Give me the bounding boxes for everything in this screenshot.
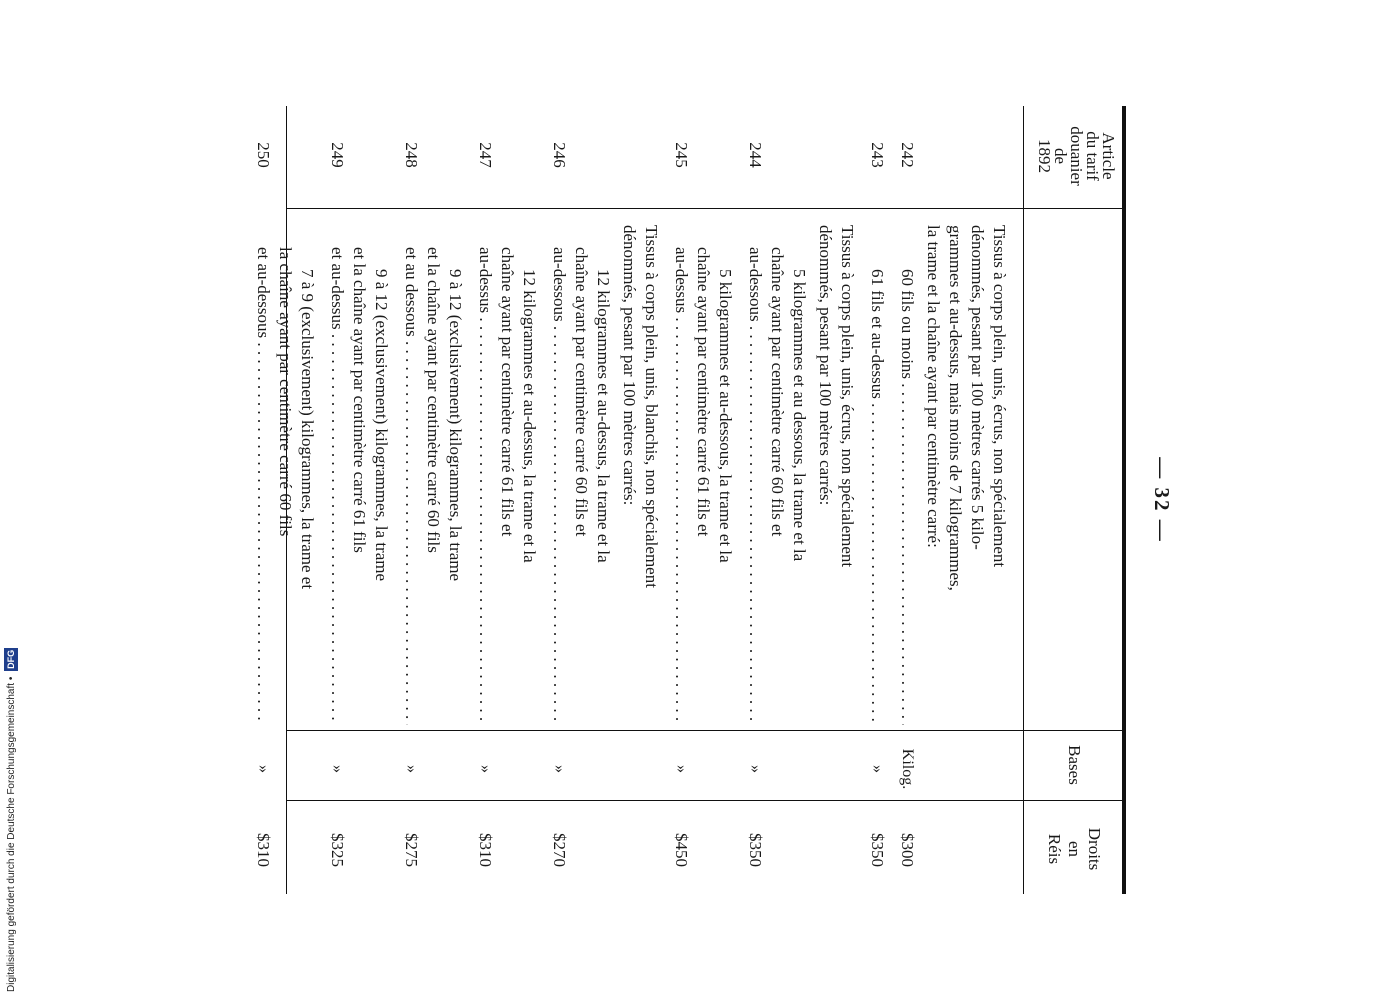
article-description [744, 225, 810, 725]
side-caption: Digitalisierung gefördert durch die Deutsche Forschungsgemeinschaft • DFG [6, 649, 17, 992]
description-line: 5 kilogrammes et au dessous, la trame et la [790, 269, 809, 562]
description-line: Tissus à corps plein, unis, écrus, non spécialement [838, 225, 857, 568]
column-divider-description [286, 730, 1126, 731]
description-line: et au-dessus . . . [326, 225, 348, 725]
description-line: Tissus à corps plein, unis, blanchis, non spécialement [642, 225, 661, 588]
base-unit: » [673, 765, 690, 773]
description-line: dénommés, pesant par 100 mètres carrés: [816, 225, 835, 506]
header-article-line: 1892 [1035, 139, 1054, 173]
header-bases: Bases [1065, 745, 1084, 785]
header-duties-line: Droits [1085, 827, 1104, 871]
description-line: au-dessous . . . [744, 225, 766, 725]
duty-amount: $270 [550, 833, 569, 867]
base-unit: » [255, 765, 272, 773]
description-line: au-dessus . . . [670, 225, 692, 725]
base-unit: » [329, 765, 346, 773]
article-number: 245 [672, 142, 691, 168]
article-description [866, 225, 888, 725]
table-top-rule [1122, 106, 1126, 894]
column-divider-bases [286, 800, 1126, 801]
duty-amount: $275 [402, 833, 421, 867]
duty-amount: $325 [328, 833, 347, 867]
description-line: 5 kilogrammes et au-dessous, la trame et la [716, 269, 735, 563]
base-unit: » [477, 765, 494, 773]
duty-amount: $450 [672, 833, 691, 867]
description-line: Tissus à corps plein, unis, écrus, non spécialement [990, 225, 1009, 568]
header-article-line: douanier [1067, 126, 1086, 186]
article-number: 243 [868, 142, 887, 168]
description-line: 7 à 9 (exclusivement) kilogrammes, la trame et [298, 269, 317, 590]
description-line: 12 kilogrammes et au-dessus, la trame et la [594, 269, 613, 563]
duty-amount: $350 [746, 833, 765, 867]
description-line: et au-dessous . . . [252, 225, 274, 725]
article-number: 242 [898, 142, 917, 168]
side-caption-text: Digitalisierung gefördert durch die Deutsche Forschungsgemeinschaft [6, 682, 17, 992]
duty-amount: $310 [476, 833, 495, 867]
article-number: 249 [328, 142, 347, 168]
description-line: chaîne ayant par centimètre carré 60 fils et [572, 247, 591, 537]
description-line: et au dessous . . . [400, 225, 422, 725]
header-article [1036, 110, 1116, 202]
description-line: chaîne ayant par centimètre carré 61 fils et [694, 247, 713, 537]
description-line: et la chaîne ayant par centimètre carré 60 fils [424, 247, 443, 553]
article-number: 244 [746, 142, 765, 168]
base-unit: » [403, 765, 420, 773]
description-line: chaîne ayant par centimètre carré 61 fils et [498, 247, 517, 537]
description-line: la chaîne ayant par centimètre carré 60 fils [276, 247, 295, 537]
article-description [474, 225, 540, 725]
description-line: et la chaîne ayant par centimètre carré 61 fils [350, 247, 369, 553]
article-number: 247 [476, 142, 495, 168]
article-description [896, 225, 918, 725]
article-description [326, 225, 392, 725]
article-number: 250 [254, 142, 273, 168]
article-description [814, 225, 858, 725]
header-duties-line: Réis [1045, 833, 1064, 865]
base-unit: » [747, 765, 764, 773]
article-description [618, 225, 662, 725]
duty-amount: $310 [254, 833, 273, 867]
base-unit: » [869, 765, 886, 773]
article-description [400, 225, 466, 725]
description-line: chaîne ayant par centimètre carré 60 fils et [768, 247, 787, 537]
description-line: 9 à 12 (exclusivement) kilogrammes, la trame [446, 269, 465, 582]
article-description [548, 225, 614, 725]
description-line: au-dessous . . . [548, 225, 570, 725]
page-number: — 32 — [1150, 457, 1174, 543]
column-divider-article [286, 208, 1126, 209]
header-article-line: Article [1099, 132, 1118, 180]
duty-amount: $300 [898, 833, 917, 867]
header-article-line: de [1051, 147, 1070, 165]
base-unit: Kilog. [899, 748, 916, 790]
header-duties-line: en [1065, 840, 1084, 858]
document-page [254, 100, 1180, 900]
description-line: 61 fils et au-dessus . . . [866, 225, 888, 725]
article-description [922, 225, 1010, 725]
base-unit: » [551, 765, 568, 773]
description-line: la trame et la chaîne ayant par centimètre carré: [924, 225, 943, 548]
article-description [670, 225, 736, 725]
dfg-logo: DFG [6, 649, 16, 669]
header-article-line: du tarif [1083, 131, 1102, 181]
description-line: grammes et au-dessus, mais moins de 7 kilogrammes, [946, 225, 965, 591]
description-line: dénommés, pesant par 100 mètres carrés: [620, 225, 639, 506]
description-line: 60 fils ou moins . . . [896, 225, 918, 725]
header-duties [1044, 804, 1104, 894]
duty-amount: $350 [868, 833, 887, 867]
description-line: 9 à 12 (exclusivement) kilogrammes, la trame [372, 269, 391, 582]
header-bottom-rule [1023, 106, 1024, 894]
article-description [252, 225, 318, 725]
description-line: dénommés, pesant par 100 mètres carrés 5 kilo- [968, 225, 987, 550]
description-line: au-dessus . . . [474, 225, 496, 725]
description-line: 12 kilogrammes et au-dessus, la trame et la [520, 269, 539, 563]
article-number: 248 [402, 142, 421, 168]
article-number: 246 [550, 142, 569, 168]
